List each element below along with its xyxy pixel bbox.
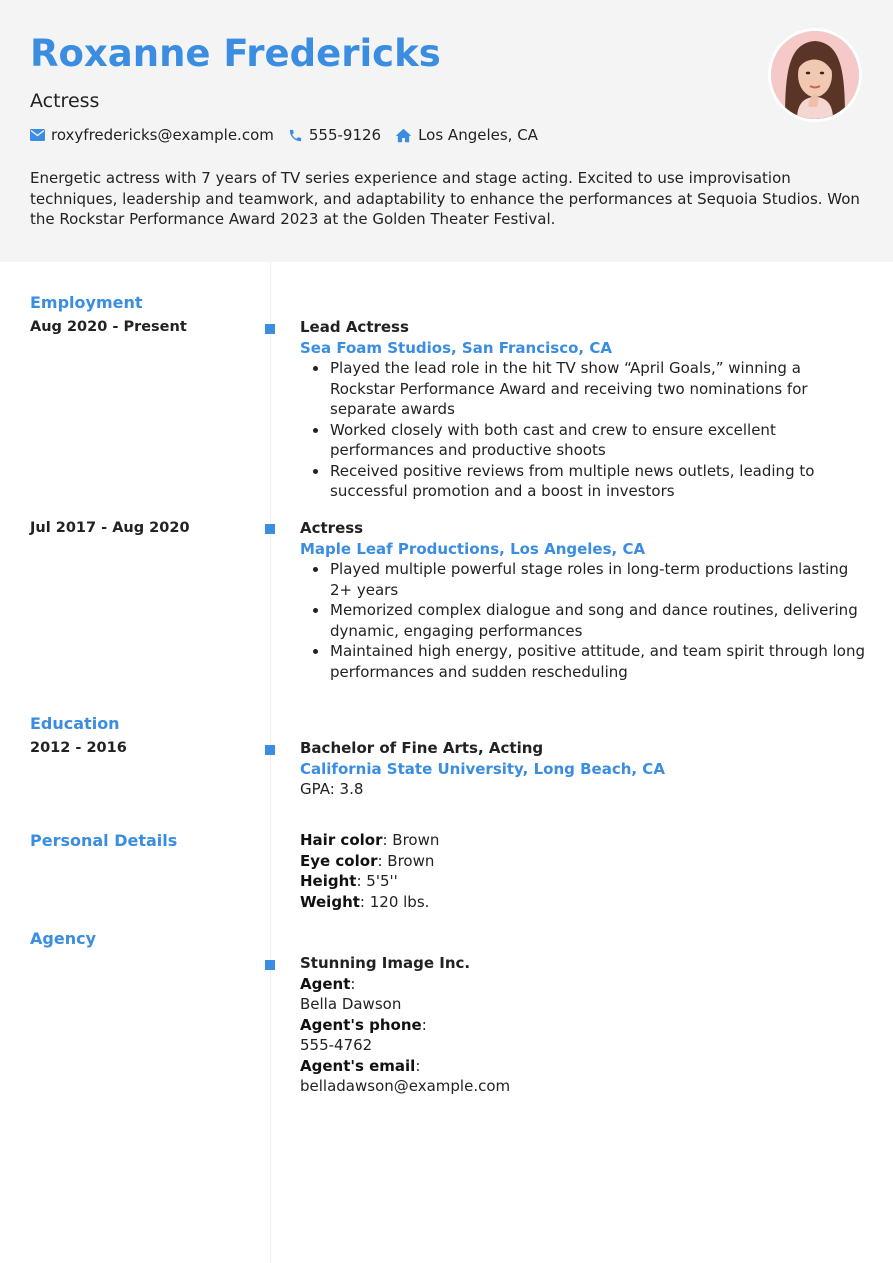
contact-row	[30, 125, 552, 145]
section-agency: Agency	[30, 929, 96, 948]
detail-label: Height	[300, 872, 357, 890]
candidate-name: Roxanne Fredericks	[30, 32, 441, 75]
job-company: Sea Foam Studios, San Francisco, CA	[300, 338, 612, 357]
timeline-marker	[265, 745, 275, 755]
envelope-icon	[30, 129, 45, 141]
list-item: Received positive reviews from multiple news outlets, leading to successful promotion and a boost in investors	[330, 461, 865, 502]
list-item: Worked closely with both cast and crew to ensure excellent performances and productive shoots	[330, 420, 865, 461]
agent-email-label-row	[300, 1056, 865, 1077]
phone-icon	[288, 128, 303, 143]
education-entry	[300, 738, 865, 800]
timeline-marker	[265, 324, 275, 334]
portrait-image	[771, 31, 859, 119]
list-item: Played the lead role in the hit TV show “April Goals,” winning a Rockstar Performance Award and receiving two nominations for separate awards	[330, 358, 865, 420]
degree: Bachelor of Fine Arts, Acting	[300, 739, 544, 757]
detail-value: : Brown	[382, 831, 440, 849]
list-item: Maintained high energy, positive attitude, and team spirit through long performances and sudden rescheduling	[330, 642, 865, 681]
detail-row	[300, 830, 865, 851]
job-1	[300, 317, 865, 502]
job-title: Actress	[300, 519, 364, 537]
section-personal-details: Personal Details	[30, 831, 178, 850]
school: California State University, Long Beach, CA	[300, 759, 665, 778]
location-text: Los Angeles, CA	[418, 126, 538, 144]
detail-row	[300, 851, 865, 872]
detail-value: : 5'5''	[356, 872, 398, 890]
column-divider	[270, 262, 271, 1263]
job-1-dates: Aug 2020 - Present	[30, 319, 187, 335]
job-title: Lead Actress	[300, 318, 409, 336]
agent-email[interactable]: belladawson@example.com	[300, 1077, 511, 1095]
agent-label: Agent	[300, 974, 351, 993]
colon: :	[421, 1015, 427, 1034]
detail-label: Hair color	[300, 831, 383, 849]
contact-email[interactable]	[30, 125, 274, 145]
agent-phone-label-row	[300, 1015, 865, 1036]
detail-row	[300, 892, 865, 913]
agent-phone-label: Agent's phone	[300, 1015, 422, 1034]
timeline-marker	[265, 524, 275, 534]
detail-row	[300, 871, 865, 892]
agent-email-label: Agent's email	[300, 1056, 416, 1075]
contact-location	[395, 125, 538, 145]
detail-value: : Brown	[377, 851, 435, 870]
profile-summary: Energetic actress with 7 years of TV series experience and stage acting. Excited to use improvisation techniques, leadership and teamwork, and adaptability to enhance the performances at Sequoia Studios. Won the Rockstar Performance Award 2023 at the Golden Theater Festival.	[30, 169, 860, 228]
personal-details-list	[300, 830, 865, 912]
detail-label: Eye color	[300, 851, 378, 870]
colon: :	[350, 974, 356, 993]
phone-text: 555-9126	[308, 126, 382, 144]
gpa: GPA: 3.8	[300, 780, 364, 798]
list-item: Played multiple powerful stage roles in long-term productions lasting 2+ years	[330, 559, 865, 600]
timeline-marker	[265, 960, 275, 970]
list-item: Memorized complex dialogue and song and dance routines, delivering dynamic, engaging performances	[330, 600, 865, 641]
agency-entry	[300, 953, 865, 1097]
candidate-title: Actress	[30, 90, 100, 112]
education-dates: 2012 - 2016	[30, 740, 127, 756]
email-text: roxyfredericks@example.com	[51, 126, 274, 144]
job-company: Maple Leaf Productions, Los Angeles, CA	[300, 539, 646, 558]
agent-label-row	[300, 974, 865, 995]
colon: :	[415, 1056, 421, 1075]
section-education: Education	[30, 714, 120, 733]
home-icon	[395, 128, 412, 143]
job-2-dates: Jul 2017 - Aug 2020	[30, 520, 190, 536]
agent-name: Bella Dawson	[300, 995, 402, 1013]
contact-phone[interactable]	[288, 125, 381, 145]
detail-label: Weight	[300, 892, 360, 911]
job-2	[300, 518, 865, 682]
agent-phone: 555-4762	[300, 1036, 373, 1054]
job-bullets	[300, 358, 865, 502]
detail-value: : 120 lbs.	[359, 892, 430, 911]
resume-header	[0, 0, 893, 262]
agency-name: Stunning Image Inc.	[300, 954, 471, 972]
profile-photo	[768, 28, 862, 122]
job-bullets	[300, 559, 865, 682]
section-employment: Employment	[30, 293, 143, 312]
